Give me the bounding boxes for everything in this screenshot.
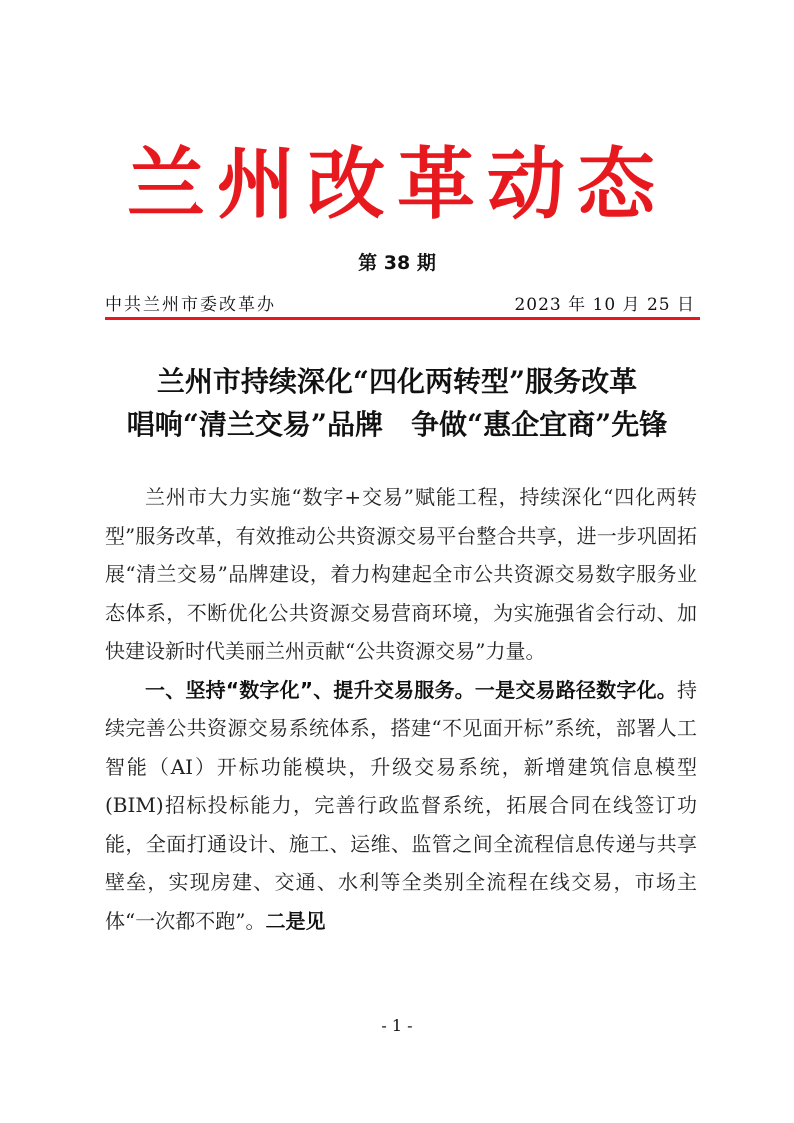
- section-heading: 一、坚持“数字化”、提升交易服务。: [145, 677, 475, 702]
- section-text: 持续完善公共资源交易系统体系，搭建“不见面开标”系统，部署人工智能（AI）开标功能模块，升级交易系统，新增建筑信息模型(BIM)招标投标能力，完善行政监督系统，拓展合同在线签订功能，全面打通设计、施工、运维、监管之间全流程信息传递与共享壁垒，实现房建、交通、水利等全类别全流程在线交易，市场主体“一次都不跑”。: [105, 677, 698, 933]
- article-title-line-2: 唱响“清兰交易”品牌 争做“惠企宜商”先锋: [126, 408, 668, 441]
- masthead-title: 兰州改革动态: [126, 139, 667, 230]
- issue-date: 2023 年 10 月 25 日: [514, 295, 695, 315]
- issuer: 中共兰州市委改革办: [105, 295, 276, 315]
- article-title-line-1: 兰州市持续深化“四化两转型”服务改革: [156, 365, 638, 398]
- issue-number: 第 38 期: [358, 252, 436, 274]
- page-number: - 1 -: [381, 1016, 413, 1035]
- subpoint-heading-2: 二是见: [265, 908, 326, 933]
- red-divider: [105, 317, 700, 320]
- article-body: [105, 478, 697, 940]
- paragraph-intro: 兰州市大力实施“数字+交易”赋能工程，持续深化“四化两转型”服务改革，有效推动公共资源交易平台整合共享，进一步巩固拓展“清兰交易”品牌建设，着力构建起全市公共资源交易数字服务业态体系，不断优化公共资源交易营商环境，为实施强省会行动、加快建设新时代美丽兰州贡献“公共资源交易”力量。: [105, 485, 697, 663]
- meta-row: [105, 290, 695, 314]
- subpoint-heading-1: 一是交易路径数字化。: [474, 677, 678, 702]
- paragraph-section-1: [105, 671, 697, 941]
